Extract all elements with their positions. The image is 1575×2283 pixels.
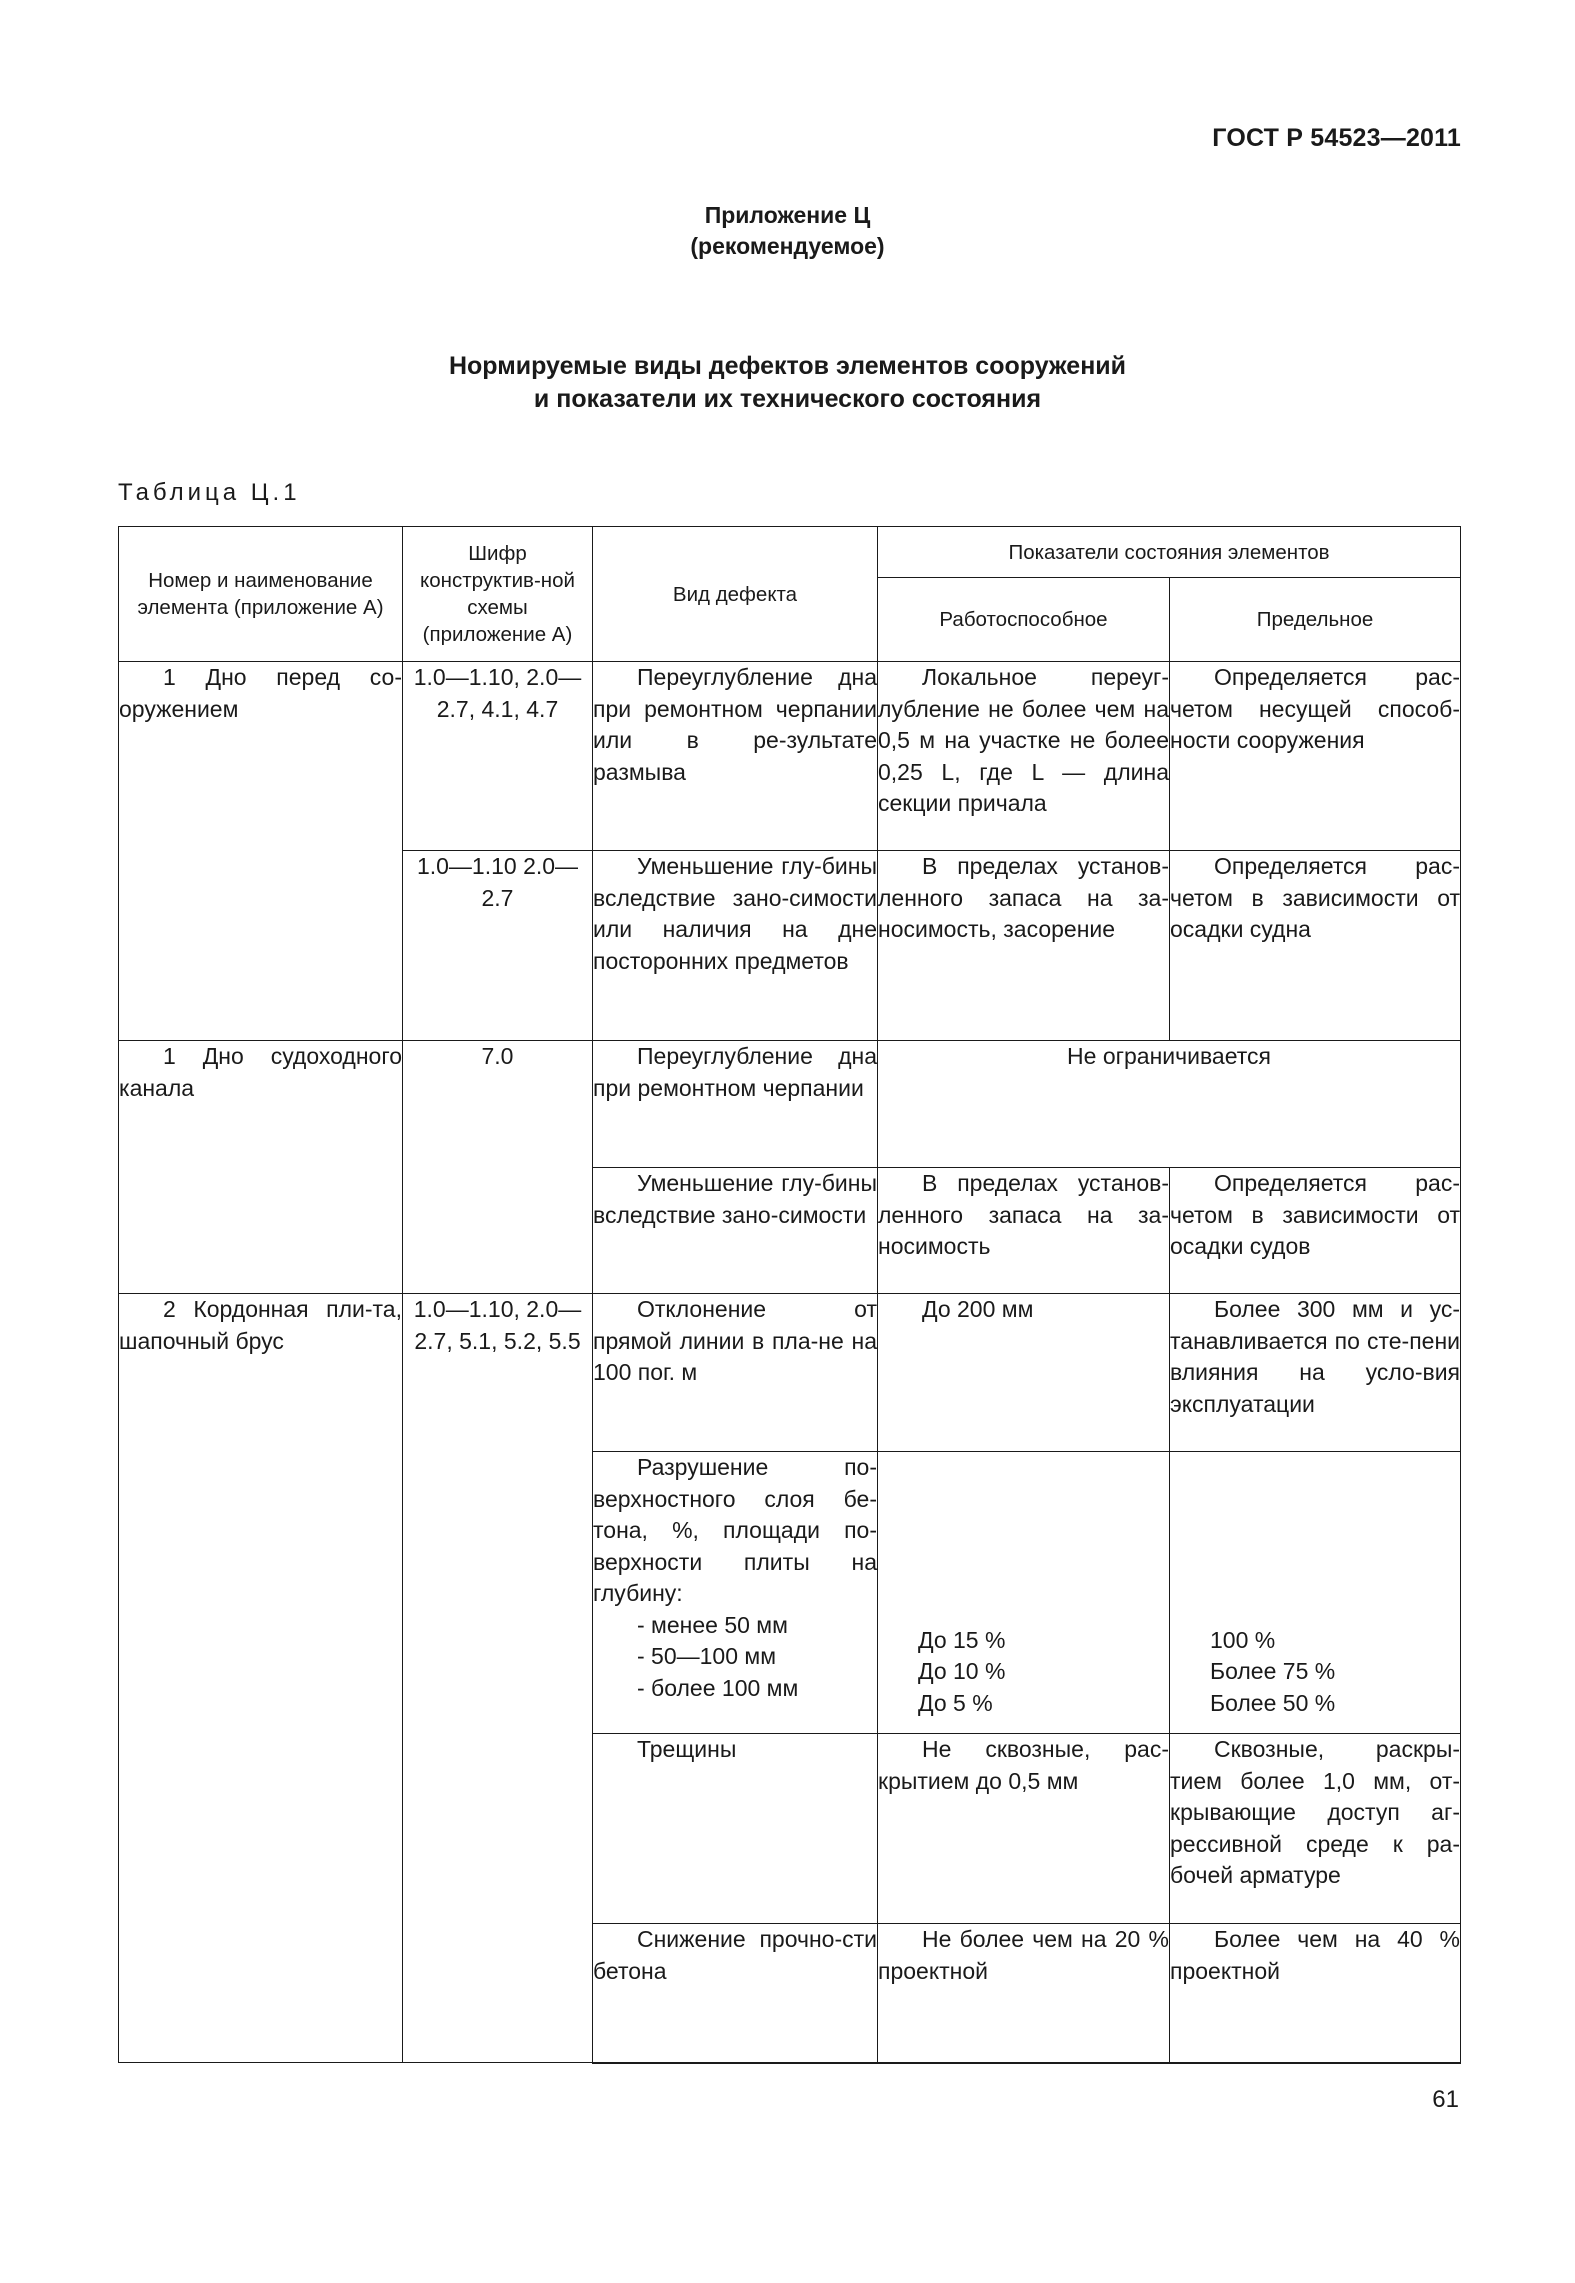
cell-defect: Трещины bbox=[593, 1734, 878, 1924]
cell-scheme-code: 7.0 bbox=[403, 1041, 593, 1294]
depth-item: - более 100 мм bbox=[637, 1674, 799, 1701]
cell-limit: Определяется рас-четом в зависимости от осадки судов bbox=[1170, 1168, 1461, 1294]
limit-value: 100 % bbox=[1210, 1626, 1276, 1653]
cell-operable: Локальное переуг-лубление не более чем на 0,5 м на участке не более 0,25 L, где L — длина секции причала bbox=[878, 662, 1170, 851]
cell-defect: Уменьшение глу-бины вследствие зано-симости bbox=[593, 1168, 878, 1294]
table-row bbox=[119, 1041, 1461, 1168]
header-operable: Работоспособное bbox=[878, 578, 1170, 662]
cell-element: 2 Кордонная пли-та, шапочный брус bbox=[119, 1294, 403, 2063]
cell-operable bbox=[878, 1452, 1170, 1734]
cell-limit: Сквозные, раскры-тием более 1,0 мм, от-крывающие доступ аг-рессивной среде к ра-бочей арматуре bbox=[1170, 1734, 1461, 1924]
header-element: Номер и наименование элемента (приложение А) bbox=[119, 527, 403, 662]
defects-table bbox=[118, 526, 1461, 2064]
limit-value: Более 75 % bbox=[1210, 1658, 1336, 1684]
header-scheme-code: Шифр конструктив-ной схемы (приложение А) bbox=[403, 527, 593, 662]
header-limit: Предельное bbox=[1170, 578, 1461, 662]
cell-defect: Снижение прочно-сти бетона bbox=[593, 1924, 878, 2063]
cell-merged-condition: Не ограничивается bbox=[878, 1041, 1461, 1168]
cell-limit: Определяется рас-четом несущей способ-ности сооружения bbox=[1170, 662, 1461, 851]
cell-scheme-code: 1.0—1.10 2.0—2.7 bbox=[403, 851, 593, 1041]
cell-element: 1 Дно перед со-оружением bbox=[119, 662, 403, 1041]
cell-element: 1 Дно судоходного канала bbox=[119, 1041, 403, 1294]
operable-value: До 5 % bbox=[918, 1689, 993, 1716]
cell-scheme-code: 1.0—1.10, 2.0—2.7, 4.1, 4.7 bbox=[403, 662, 593, 851]
table-row bbox=[119, 1294, 1461, 1452]
limit-value: Более 50 % bbox=[1210, 1689, 1336, 1716]
cell-defect bbox=[593, 1452, 878, 1734]
cell-defect: Уменьшение глу-бины вследствие зано-симости или наличия на дне посторонних предметов bbox=[593, 851, 878, 1041]
cell-defect: Переуглубление дна при ремонтном черпании bbox=[593, 1041, 878, 1168]
cell-limit bbox=[1170, 1452, 1461, 1734]
cell-defect: Отклонение от прямой линии в пла-не на 100 пог. м bbox=[593, 1294, 878, 1452]
document-title-line1: Нормируемые виды дефектов элементов сооружений bbox=[448, 352, 1127, 380]
document-title-line2: и показатели их технического состояния bbox=[533, 385, 1042, 413]
cell-defect: Переуглубление дна при ремонтном черпании или в ре-зультате размыва bbox=[593, 662, 878, 851]
appendix-title: Приложение Ц bbox=[704, 202, 871, 228]
cell-operable: В пределах установ-ленного запаса на за-носимость, засорение bbox=[878, 851, 1170, 1041]
depth-item: - менее 50 мм bbox=[637, 1611, 788, 1638]
table-header-row bbox=[119, 527, 1461, 578]
cell-operable: Не сквозные, рас-крытием до 0,5 мм bbox=[878, 1734, 1170, 1924]
cell-limit: Более чем на 40 % проектной bbox=[1170, 1924, 1461, 2063]
cell-limit: Более 300 мм и ус-танавливается по сте-пени влияния на усло-вия эксплуатации bbox=[1170, 1294, 1461, 1452]
defect-text: Разрушение по-верхностного слоя бе-тона, %, площади по-верхности плиты на глубину: bbox=[593, 1454, 877, 1606]
depth-item: - 50—100 мм bbox=[637, 1643, 777, 1669]
cell-limit: Определяется рас-четом в зависимости от осадки судна bbox=[1170, 851, 1461, 1041]
header-defect-type: Вид дефекта bbox=[593, 527, 878, 662]
page-number: 61 bbox=[1432, 2086, 1459, 2113]
appendix-subtitle: (рекомендуемое) bbox=[690, 233, 885, 259]
operable-value: До 10 % bbox=[918, 1658, 1006, 1684]
cell-operable: Не более чем на 20 % проектной bbox=[878, 1924, 1170, 2063]
table-row bbox=[119, 662, 1461, 851]
table-label: Таблица Ц.1 bbox=[118, 479, 301, 506]
cell-operable: До 200 мм bbox=[878, 1294, 1170, 1452]
cell-operable: В пределах установ-ленного запаса на за-носимость bbox=[878, 1168, 1170, 1294]
header-condition-group: Показатели состояния элементов bbox=[878, 527, 1461, 578]
operable-value: До 15 % bbox=[918, 1626, 1006, 1653]
document-code: ГОСТ Р 54523—2011 bbox=[1212, 124, 1461, 152]
cell-scheme-code: 1.0—1.10, 2.0—2.7, 5.1, 5.2, 5.5 bbox=[403, 1294, 593, 2063]
document-title bbox=[0, 350, 1575, 416]
appendix-heading bbox=[0, 200, 1575, 262]
